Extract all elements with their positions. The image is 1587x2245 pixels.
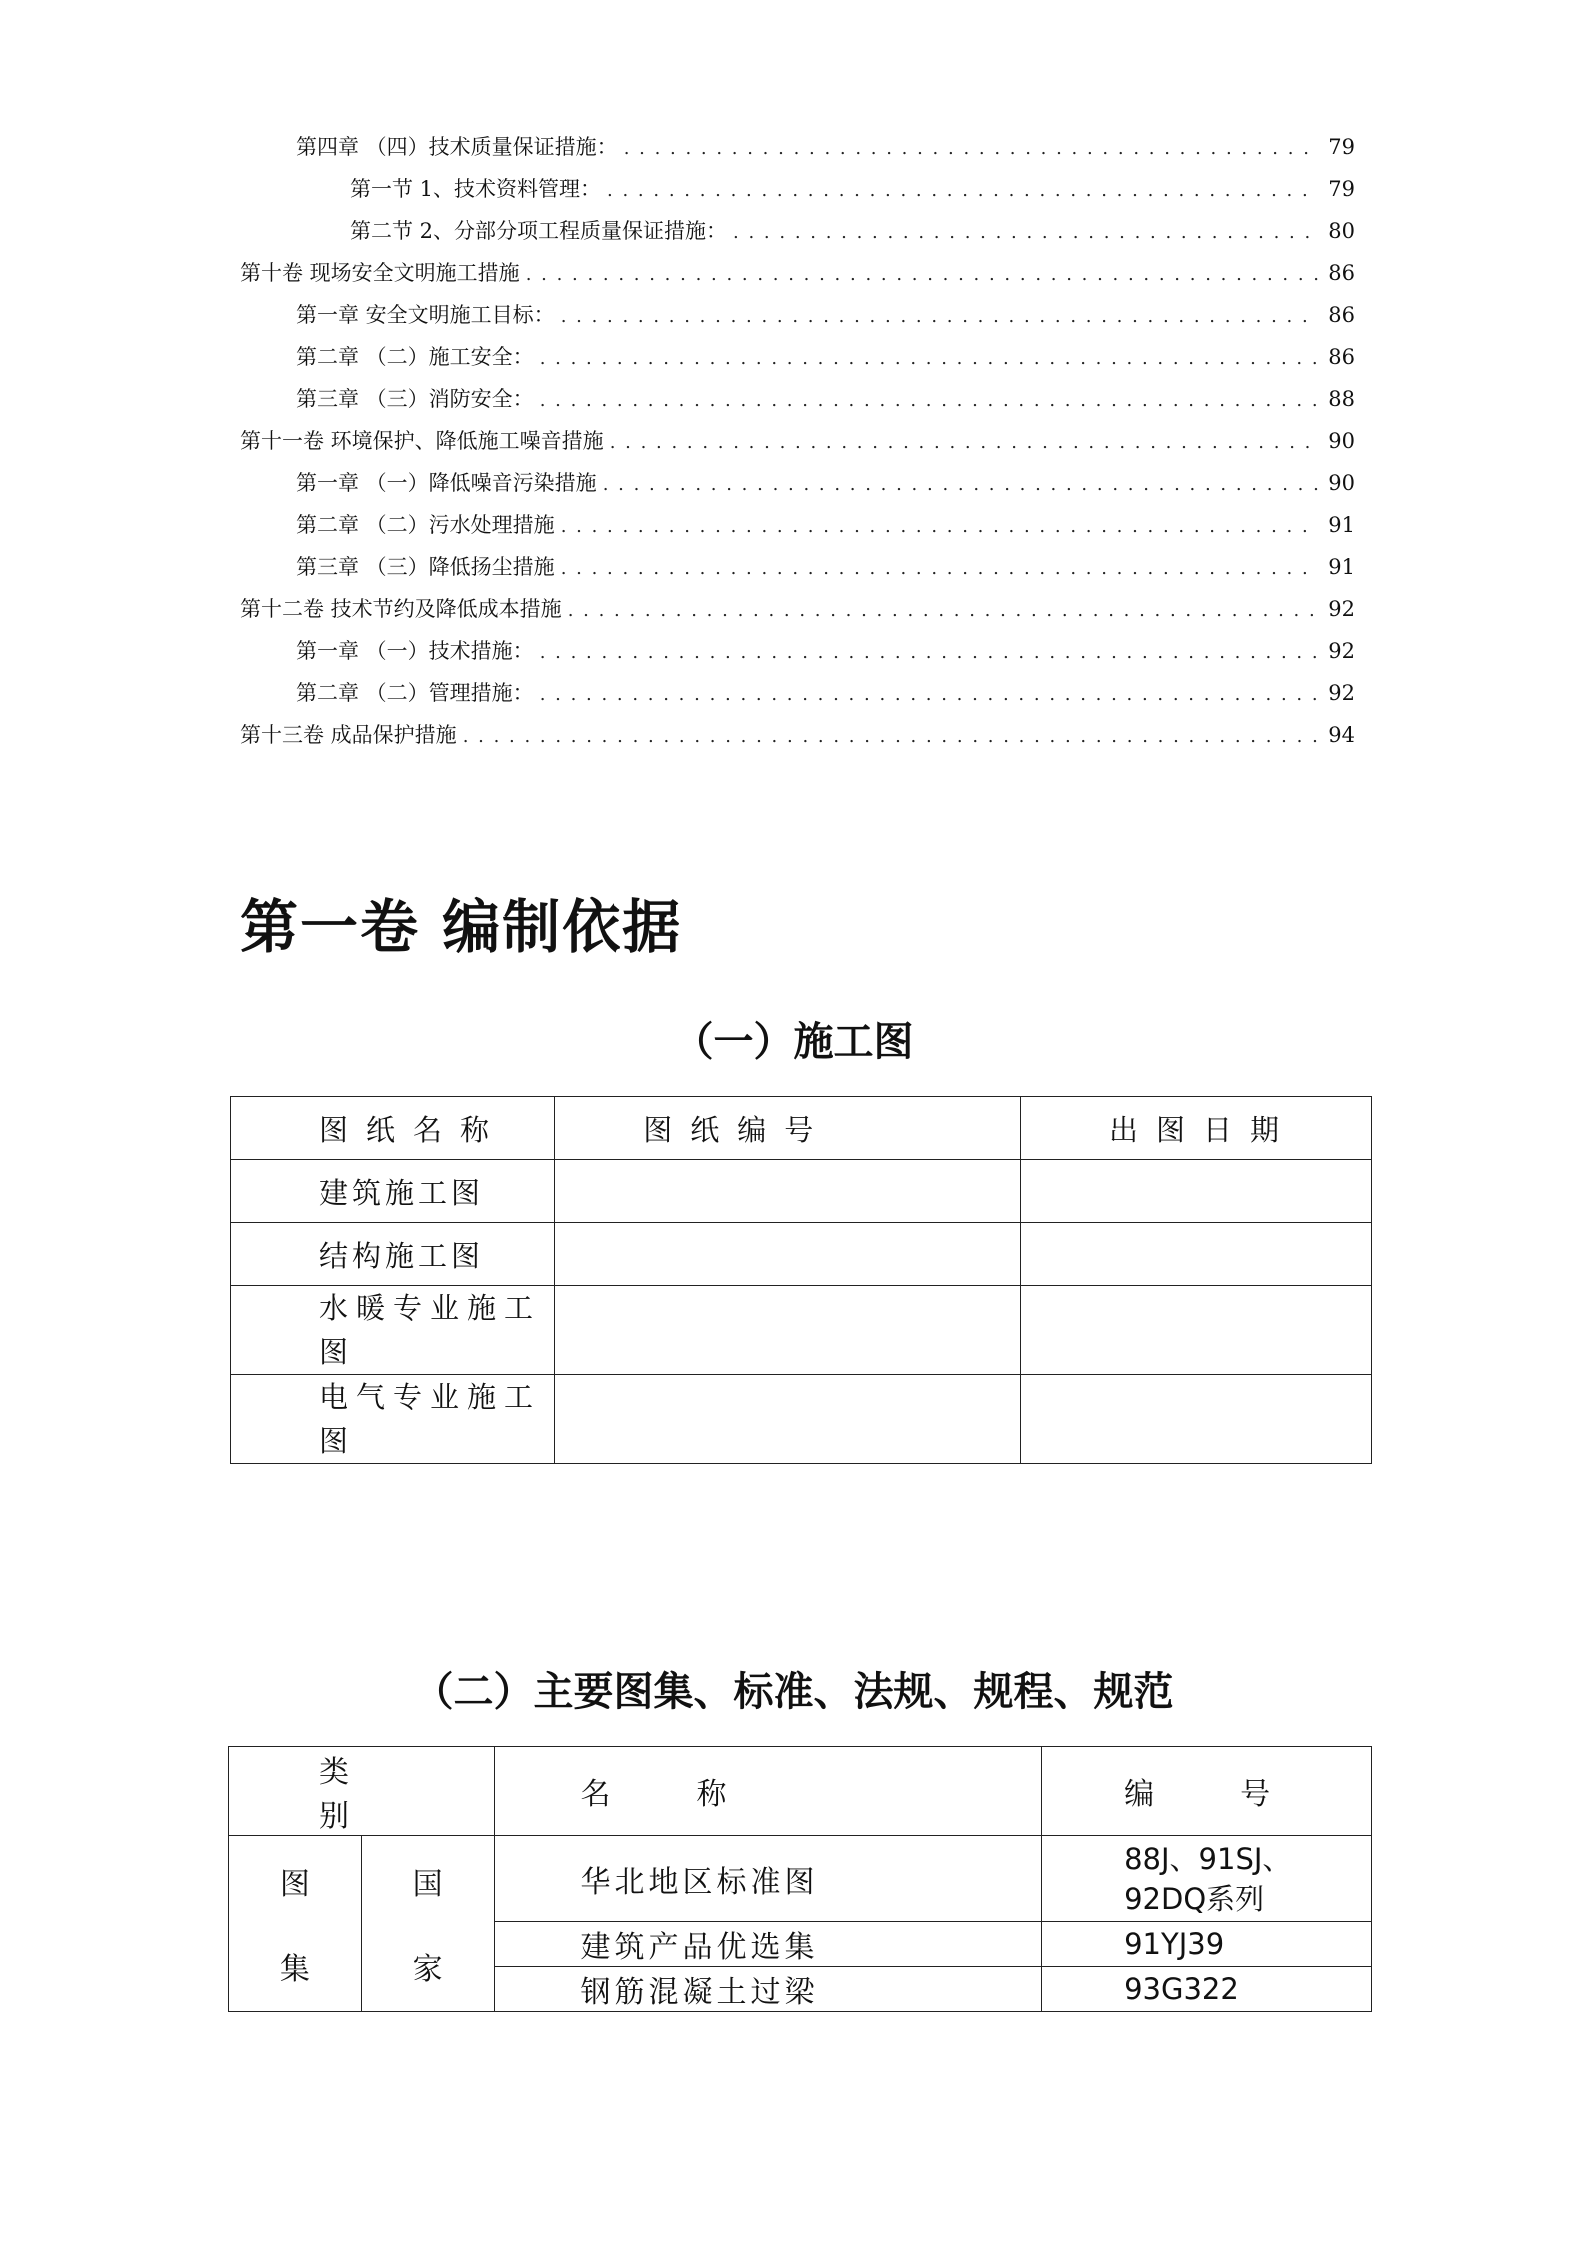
toc-entry-page: 86 — [1328, 345, 1355, 369]
category-b-char: 国 — [412, 1867, 443, 1902]
standard-code-text: 88J、91SJ、92DQ系列 — [1124, 1841, 1292, 1916]
toc-entry-page: 90 — [1328, 471, 1355, 495]
toc-entry-page: 80 — [1328, 219, 1355, 243]
drawing-number-cell — [555, 1286, 1021, 1375]
toc-entry[interactable] — [240, 630, 1355, 672]
toc-entry-text: 第一章 （一）技术措施： — [296, 639, 534, 663]
toc-entry-text: 第四章 （四）技术质量保证措施： — [296, 135, 618, 159]
table-row — [231, 1223, 1372, 1286]
toc-entry[interactable] — [240, 378, 1355, 420]
toc-leader — [526, 254, 1319, 296]
toc-leader — [463, 716, 1319, 758]
toc-entry[interactable] — [240, 714, 1355, 756]
toc-entry[interactable] — [240, 504, 1355, 546]
toc-entry-page: 92 — [1328, 639, 1355, 663]
standard-code-cell: 93G322 — [1042, 1967, 1372, 2012]
issue-date-cell — [1020, 1160, 1371, 1223]
toc-entry[interactable] — [240, 336, 1355, 378]
toc-entry-text: 第十一卷 环境保护、降低施工噪音措施 — [240, 429, 604, 453]
standards-table — [228, 1746, 1372, 2012]
toc-entry[interactable] — [240, 168, 1355, 210]
table-header-row — [229, 1747, 1372, 1836]
header-drawing-name: 图纸名称 — [231, 1097, 555, 1160]
volume-title: 第一卷 编制依据 — [240, 893, 683, 961]
toc-leader — [540, 338, 1319, 380]
category-a-char: 图 — [279, 1867, 310, 1902]
toc-entry-text: 第二章 （二）管理措施： — [296, 681, 534, 705]
standard-name-cell: 华北地区标准图 — [494, 1836, 1042, 1922]
toc-entry[interactable] — [240, 210, 1355, 252]
drawing-number-cell — [555, 1223, 1021, 1286]
category-b-cell — [361, 1836, 494, 2012]
drawing-name-cell: 建筑施工图 — [231, 1160, 555, 1223]
category-a-char: 集 — [279, 1952, 310, 1987]
toc-leader — [603, 464, 1319, 506]
toc-leader — [624, 128, 1319, 170]
toc-entry-text: 第一节 1、技术资料管理： — [350, 177, 602, 201]
toc-entry-page: 92 — [1328, 681, 1355, 705]
toc-entry-page: 91 — [1328, 513, 1355, 537]
toc-entry[interactable] — [240, 252, 1355, 294]
issue-date-cell — [1020, 1223, 1371, 1286]
drawing-number-cell — [555, 1375, 1021, 1464]
toc-entry-page: 79 — [1328, 135, 1355, 159]
toc-entry-page: 91 — [1328, 555, 1355, 579]
toc-entry[interactable] — [240, 420, 1355, 462]
toc-entry[interactable] — [240, 294, 1355, 336]
toc-leader — [540, 632, 1319, 674]
table-row — [231, 1160, 1372, 1223]
drawing-number-cell — [555, 1160, 1021, 1223]
toc-entry-page: 86 — [1328, 303, 1355, 327]
table-row — [229, 1836, 1372, 1922]
toc-leader — [540, 380, 1319, 422]
toc-leader — [733, 212, 1319, 254]
toc-entry[interactable] — [240, 462, 1355, 504]
header-name: 名称 — [494, 1747, 1042, 1836]
table-row — [231, 1375, 1372, 1464]
toc-leader — [568, 590, 1319, 632]
toc-entry-page: 90 — [1328, 429, 1355, 453]
toc-entry[interactable] — [240, 126, 1355, 168]
header-issue-date: 出图日期 — [1020, 1097, 1371, 1160]
toc-entry[interactable] — [240, 672, 1355, 714]
category-a-cell — [229, 1836, 362, 2012]
section-title-drawings: （一）施工图 — [673, 1019, 914, 1065]
table-header-row — [231, 1097, 1372, 1160]
header-category: 类别 — [229, 1747, 495, 1836]
toc-entry-page: 88 — [1328, 387, 1355, 411]
standard-name-cell: 建筑产品优选集 — [494, 1922, 1042, 1967]
header-drawing-number: 图纸编号 — [555, 1097, 1021, 1160]
toc-leader — [610, 422, 1319, 464]
drawing-name-text: 电气专业施工图 — [319, 1380, 542, 1458]
toc-leader — [561, 548, 1319, 590]
standard-name-cell: 钢筋混凝土过梁 — [494, 1967, 1042, 2012]
toc-leader — [561, 296, 1319, 338]
toc-entry-page: 92 — [1328, 597, 1355, 621]
standard-code-cell: 91YJ39 — [1042, 1922, 1372, 1967]
toc-entry-text: 第十二卷 技术节约及降低成本措施 — [240, 597, 562, 621]
toc-leader — [607, 170, 1319, 212]
section-title-standards: （二）主要图集、标准、法规、规程、规范 — [413, 1669, 1174, 1715]
toc-entry-text: 第三章 （三）降低扬尘措施 — [296, 555, 555, 579]
drawing-name-cell — [231, 1286, 555, 1375]
toc-entry-text: 第三章 （三）消防安全： — [296, 387, 534, 411]
issue-date-cell — [1020, 1375, 1371, 1464]
toc-entry-page: 79 — [1328, 177, 1355, 201]
toc-entry[interactable] — [240, 588, 1355, 630]
drawing-name-text: 水暖专业施工图 — [319, 1291, 542, 1369]
toc-entry-text: 第一章 安全文明施工目标： — [296, 303, 555, 327]
toc-entry-text: 第二章 （二）污水处理措施 — [296, 513, 555, 537]
toc-entry-text: 第十三卷 成品保护措施 — [240, 723, 457, 747]
toc-entry-text: 第二章 （二）施工安全： — [296, 345, 534, 369]
toc-entry[interactable] — [240, 546, 1355, 588]
standard-code-cell — [1042, 1836, 1372, 1922]
issue-date-cell — [1020, 1286, 1371, 1375]
toc-leader — [540, 674, 1319, 716]
drawing-name-cell — [231, 1375, 555, 1464]
drawings-table — [230, 1096, 1372, 1464]
toc-leader — [561, 506, 1319, 548]
table-row — [231, 1286, 1372, 1375]
drawing-name-cell: 结构施工图 — [231, 1223, 555, 1286]
category-b-char: 家 — [412, 1952, 443, 1987]
toc-entry-text: 第二节 2、分部分项工程质量保证措施： — [350, 219, 728, 243]
table-of-contents — [240, 126, 1355, 756]
toc-entry-page: 94 — [1328, 723, 1355, 747]
toc-entry-text: 第一章 （一）降低噪音污染措施 — [296, 471, 597, 495]
header-code: 编号 — [1042, 1747, 1372, 1836]
toc-entry-text: 第十卷 现场安全文明施工措施 — [240, 261, 520, 285]
toc-entry-page: 86 — [1328, 261, 1355, 285]
